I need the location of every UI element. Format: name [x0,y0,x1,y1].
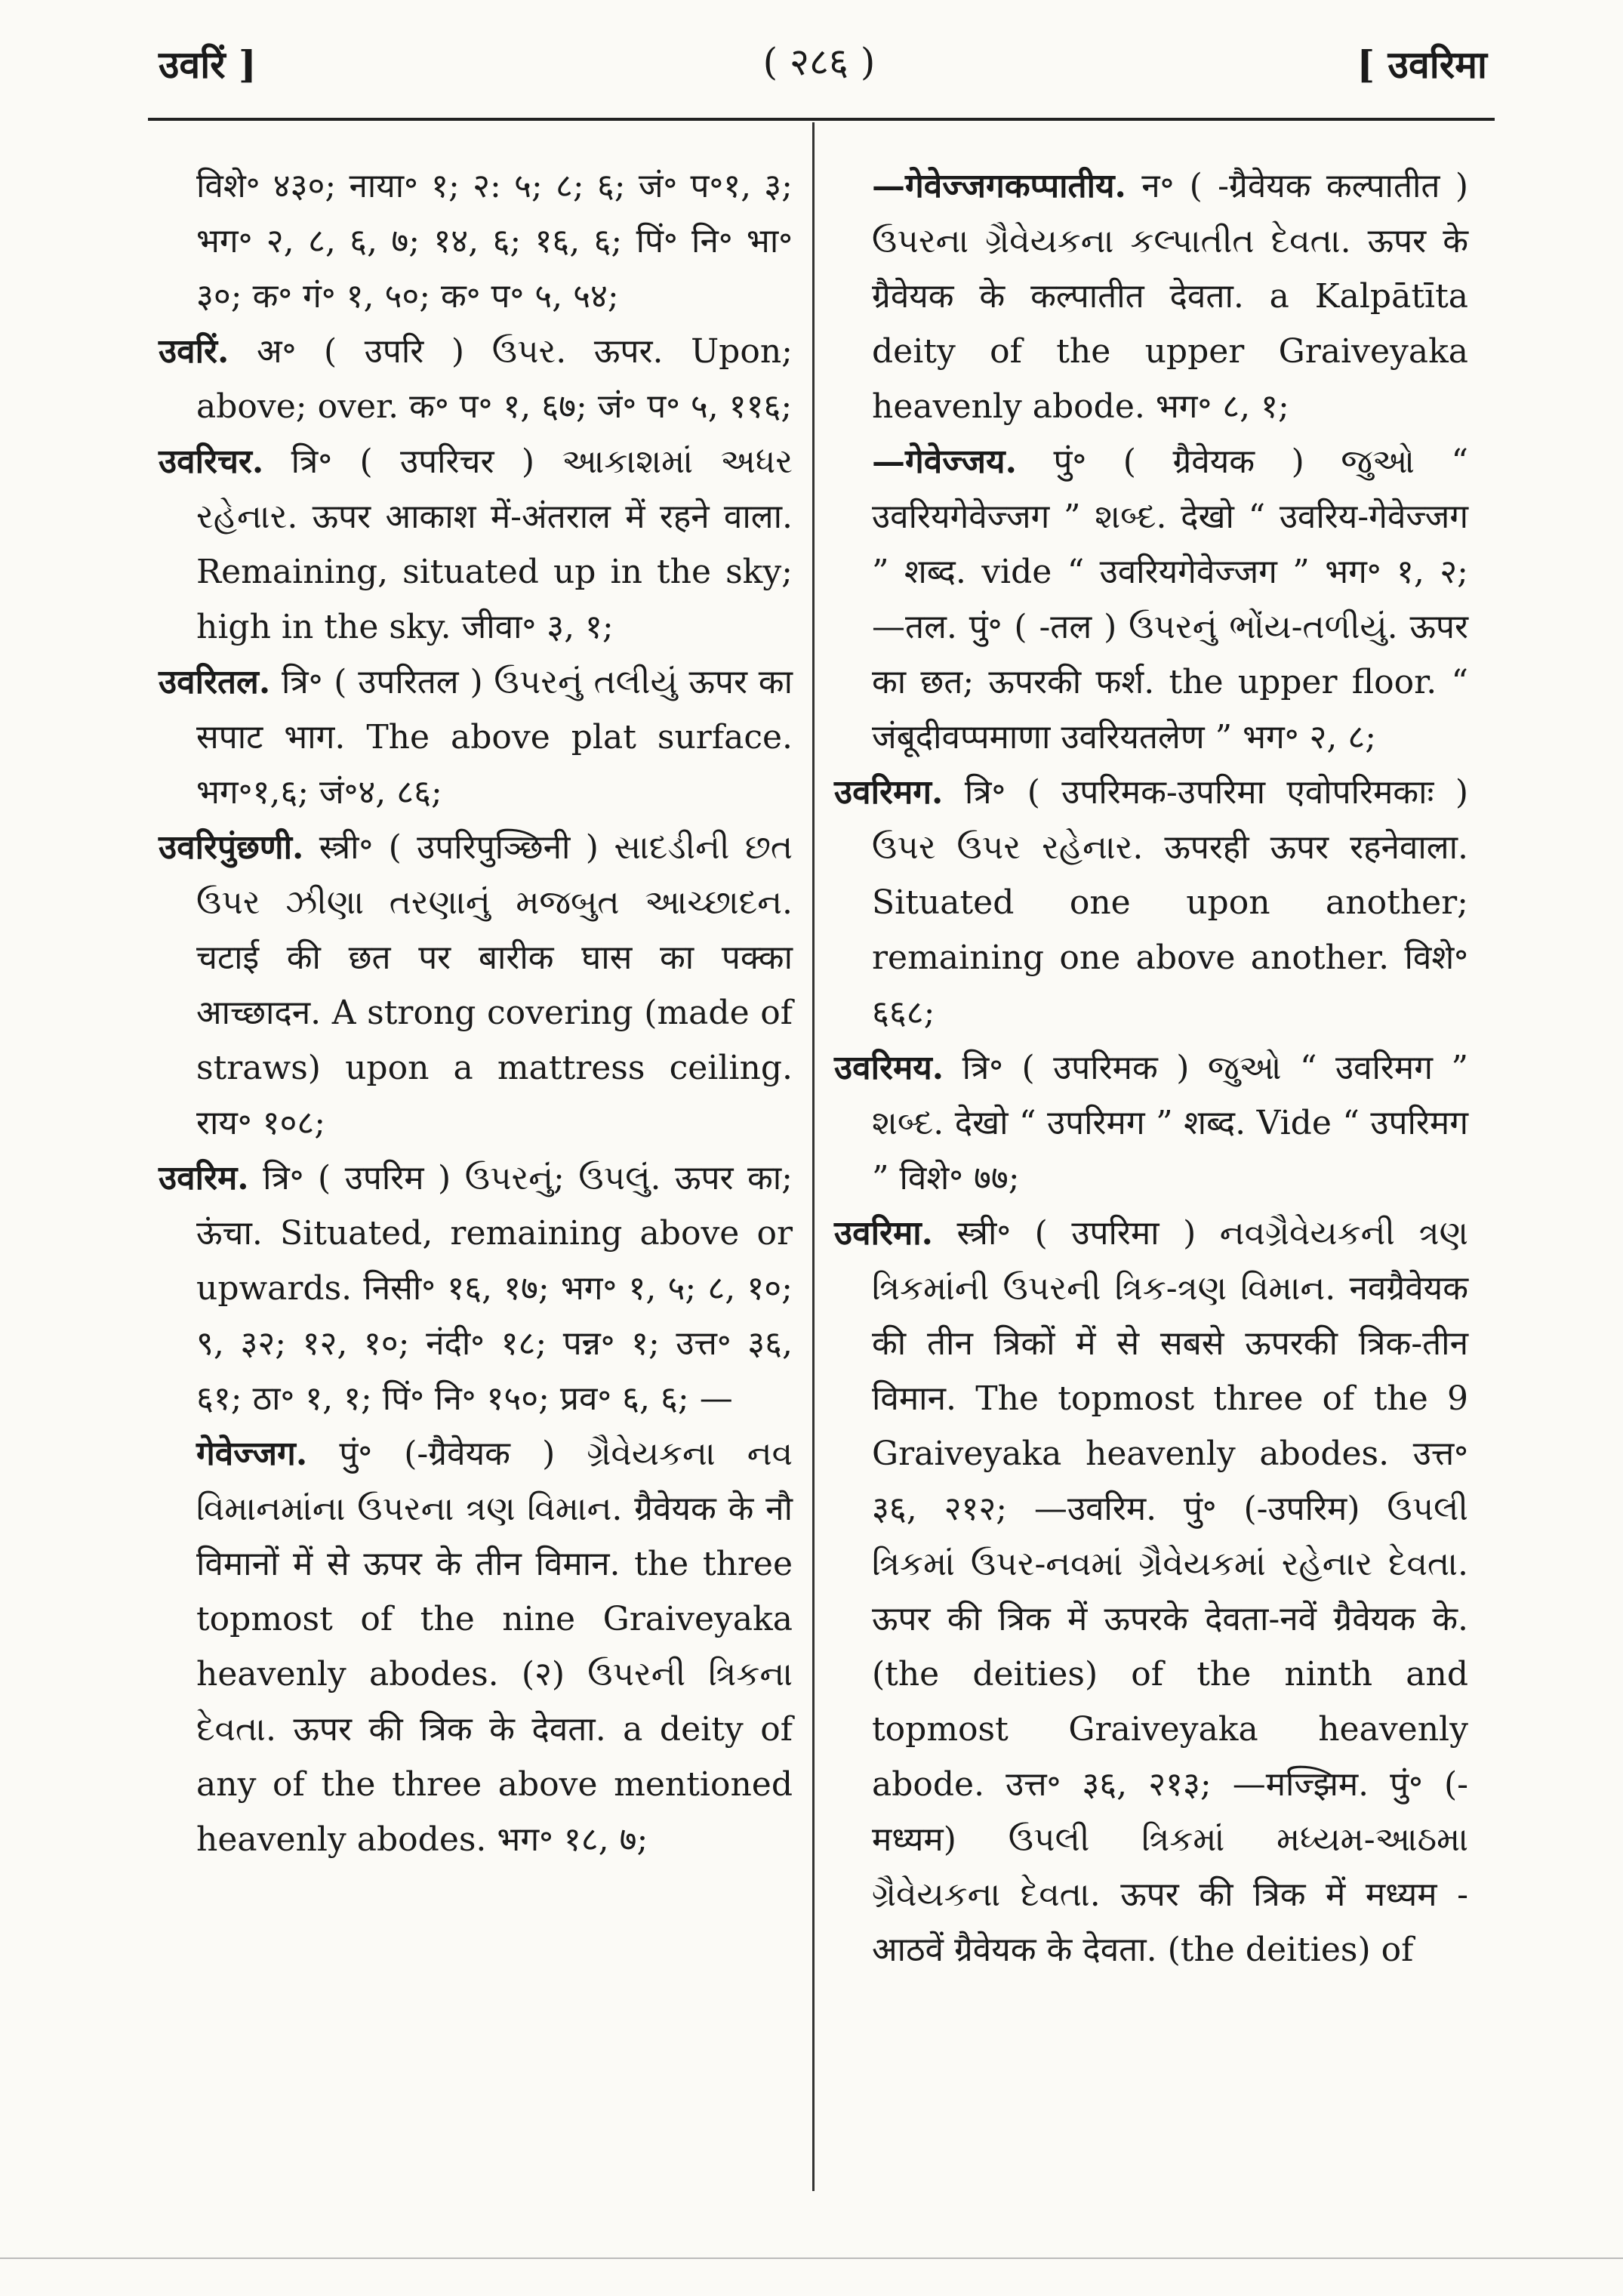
page-bottom-edge [0,2257,1623,2259]
headword: उवरितल. [159,663,271,701]
entry-body: त्रि॰ ( उपरिमक-उपरिमा एवोपरिमकाः ) ઉપર ઉપર રહેનાર. ऊपरही ऊपर रहनेवाला. Situated one upon another; remaining one above another. विशे॰ ६६८; [872,773,1468,1032]
left-column [159,159,793,1867]
entry-body: त्रि॰ ( उपरिमक ) જુઓ “ उवरिमग ” શબ્દ. देखो “ उपरिमग ” शब्द. Vide “ उपरिमग ” विशे॰ ७७; [872,1049,1468,1197]
header-rule [148,118,1495,121]
header-left-guideword: उवरिं ] [159,42,257,87]
dictionary-entry [834,765,1468,1040]
headword: उवरिचर. [159,442,264,481]
sub-entry [834,434,1468,765]
dictionary-entry [159,324,793,434]
entry-continuation: विशे॰ ४३०; नाया॰ १; २: ५; ८; ६; जं॰ प॰१, ३; भग॰ २, ८, ६, ७; १४, ६; १६, ६; पिं॰ नि॰ भा॰ ३०; क॰ गं॰ १, ५०; क॰ प॰ ५, ५४; [196,167,793,316]
entry-body: त्रि॰ ( उपरिम ) ઉપરનું; ઉપલું. ऊपर का; ऊंचा. Situated, remaining above or upwards. निसी॰ १६, १७; भग॰ १, ५; ८, १०; ९, ३२; १२, १०; नंदी॰ १८; पन्न॰ १; उत्त॰ ३६, ६१; ठा॰ १, १; पिं॰ नि॰ १५०; प्रव॰ ६, ६; — [196,1159,793,1418]
column-divider [812,122,815,2191]
headword: उवरिमग. [834,773,944,812]
entry-body: स्त्री॰ ( उपरिपुञ्छिनी ) સાદડીની છત ઉપર ઝીણા તરણાનું મજબુત આચ્છાદન. चटाई की छत पर बारीक घास का पक्का आच्छादन. A strong covering (made of straws) upon a mattress ceiling. राय॰ १०८; [196,828,793,1142]
headword: उवरिमा. [834,1214,933,1253]
dictionary-entry [159,655,793,820]
entry-body: स्त्री॰ ( उपरिमा ) નવગ્રૈવેયકની ત્રણ ત્રિકમાંની ઉપરની ત્રિક-ત્રણ વિમાન. नवग्रैवेयक की तीन त्रिकों में से सबसे ऊपरकी त्रिक-तीन विमान. The topmost three of the 9 Graiveyaka heavenly abodes. उत्त॰ ३६, २१२; —उवरिम. पुं॰ (-उपरिम) ઉપલી ત્રિકમાં ઉપર-નવમાં ગ્રૈવેયકમાં રહેનાર દેવતા. ऊपर की त्रिक में ऊपरके देवता-नवें ग्रैवेयक के. (the deities) of the ninth and topmost Graiveyaka heavenly abode. उत्त॰ ३६, २१३; —मज्झिम. पुं॰ (-मध्यम) ઉપલી ત્રિકમાં મધ્યમ-આઠમા ગ્રૈવેયકના દેવતા. ऊपर की त्रिक में मध्यम - आठवें ग्रैवेयक के देवता. (the deities) of [872,1214,1468,1969]
right-column [834,159,1468,1977]
sub-headword: गेवेज्जग. [196,1435,308,1473]
dictionary-entry [159,820,793,1151]
dictionary-entry [834,1206,1468,1977]
entry-body: त्रि॰ ( उपरितल ) ઉપરનું તલીયું ऊपर का सपाट भाग. The above plat surface. भग॰१,६; जं॰४, ८६; [196,663,793,812]
sub-headword: —गेवेज्जगकप्पातीय. [872,167,1126,205]
entry-body: पुं॰ (-ग्रैवेयक ) ગ્રૈવેયકના નવ વિમાનમાંના ઉપરના ત્રણ વિમાન. ग्रैवेयक के नौ विमानों में से ऊपर के तीन विमान. the three topmost of the nine Graiveyaka heavenly abodes. (२) ઉપરની ત્રિકના દેવતા. ऊपर की त्रिक के देवता. a deity of any of the three above mentioned heavenly abodes. भग॰ १८, ७; [196,1435,793,1859]
dictionary-entry [159,1151,793,1426]
dictionary-entry [159,434,793,655]
headword: उवरिं. [159,332,229,371]
entry-body: त्रि॰ ( उपरिचर ) આકાશમાં અધર રહેનાર. ऊपर आकाश में-अंतराल में रहने वाला. Remaining, situated up in the sky; high in the sky. जीवा॰ ३, १; [196,442,793,646]
headword: उवरिम. [159,1159,249,1197]
sub-entry [159,1426,793,1867]
page-number: ( २८६ ) [762,40,876,84]
sub-headword: —गेवेज्जय. [872,442,1017,481]
entry-body: पुं॰ ( ग्रैवेयक ) જુઓ “ उवरियगेवेज्जग ” શબ્દ. देखो “ उवरिय-गेवेज्जग ” शब्द. vide “ उवरियगेवेज्जग ” भग॰ १, २; —तल. पुं॰ ( -तल ) ઉપરનું ભોંય-તળીયું. ऊपर का छत; ऊपरकी फर्श. the upper floor. “ जंबूदीवप्पमाणा उवरियतलेण ” भग॰ २, ८; [872,442,1468,757]
headword: उवरिपुंछणी. [159,828,304,867]
entry-body: न॰ ( -ग्रैवेयक कल्पातीत ) ઉપરના ગ્રૈવેયકના કલ્પાતીત દેવતા. ऊपर के ग्रैवेयक के कल्पातीत देवता. a Kalpātīta deity of the upper Graiveyaka heavenly abode. भग॰ ८, १; [872,167,1468,426]
headword: उवरिमय. [834,1049,944,1087]
sub-entry [834,159,1468,434]
header-right-guideword: [ उवरिमा [1357,42,1487,87]
entry-body: अ॰ ( उपरि ) ઉપર. ऊपर. Upon; above; over. क॰ प॰ १, ६७; जं॰ प॰ ५, ११६; [196,332,793,426]
dictionary-entry [834,1040,1468,1206]
page-header [151,27,1487,103]
